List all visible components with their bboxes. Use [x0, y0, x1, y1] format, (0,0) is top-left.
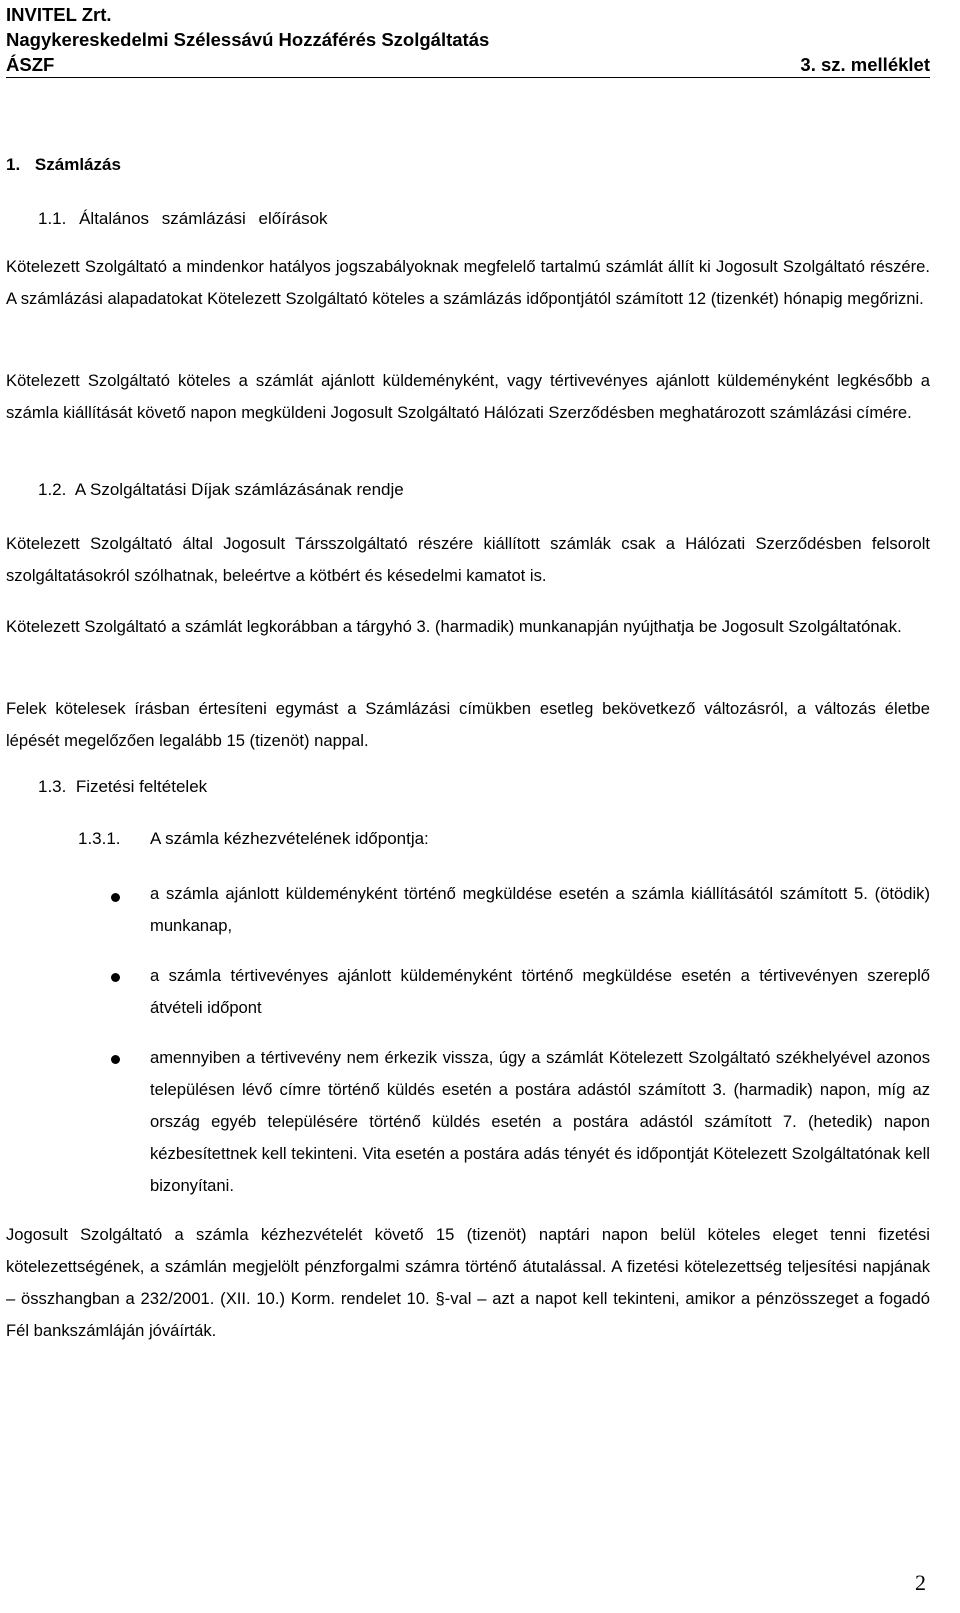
section-number: 1.3.1. — [78, 829, 121, 848]
bullet-icon — [111, 893, 120, 902]
paragraph-5: Felek kötelesek írásban értesíteni egymást a Számlázási címükben esetleg bekövetkező változásról, a változás életbe lépését megelőzően legalább 15 (tizenöt) nappal. — [6, 699, 930, 750]
paragraph-6: Jogosult Szolgáltató a számla kézhezvételét követő 15 (tizenöt) naptári napon belül köteles eleget tenni fizetési kötelezettségének, a számlán megjelölt pénzforgalmi számra történő átutalással. A fizetési kötelezettség teljesítési napjának – összhangban a 232/2001. (XII. 10.) Korm. rendelet 10. §-val – azt a napot kell tekinteni, amikor a pénzösszeget a fogadó Fél bankszámláján jóváírták. — [6, 1225, 930, 1340]
page-header — [6, 0, 930, 78]
section-title: A Szolgáltatási Díjak számlázásának rendje — [74, 480, 404, 499]
bullet-icon — [111, 973, 120, 982]
paragraph-1: Kötelezett Szolgáltató a mindenkor hatályos jogszabályoknak megfelelő tartalmú számlát állít ki Jogosult Szolgáltató részére. A számlázási alapadatokat Kötelezett Szolgáltató köteles a számlázás időpontjától számított 12 (tizenkét) hónapig megőrizni. — [6, 257, 930, 308]
list-item: a számla tértivevényes ajánlott küldeményként történő megküldése esetén a tértivevényen szereplő átvételi időpont — [150, 966, 930, 1017]
section-number: 1. — [6, 155, 21, 174]
list-item: amennyiben a tértivevény nem érkezik vissza, úgy a számlát Kötelezett Szolgáltató székhelyével azonos településen lévő címre történő küldés esetén a postára adástól számított 3. (harmadik) napon, míg az ország egyéb településére történő küldés esetén a postára adástól számított 7. (hetedik) napon kézbesítettnek kell tekinteni. Vita esetén a postára adás tényét és időpontját Kötelezett Szolgáltatónak kell bizonyítani. — [150, 1048, 930, 1195]
header-service: Nagykereskedelmi Szélessávú Hozzáférés Szolgáltatás — [6, 29, 490, 50]
paragraph-2: Kötelezett Szolgáltató köteles a számlát ajánlott küldeményként, vagy tértivevényes ajánlott küldeményként legkésőbb a számla kiállítását követő napon megküldeni Jogosult Szolgáltató Hálózati Szerződésben meghatározott számlázási címére. — [6, 371, 930, 422]
section-number: 1.2. — [38, 480, 67, 499]
section-1-3-1-heading — [78, 829, 429, 849]
section-number: 1.1. — [38, 209, 67, 228]
page-number: 2 — [915, 1570, 926, 1595]
section-1-heading — [6, 155, 121, 175]
section-1-1-heading — [38, 209, 328, 229]
section-title: Számlázás — [34, 155, 121, 174]
section-title: Általános számlázási előírások — [79, 209, 328, 228]
header-annex: 3. sz. melléklet — [800, 54, 930, 75]
section-number: 1.3. — [38, 777, 67, 796]
section-1-3-heading — [38, 777, 207, 797]
paragraph-3: Kötelezett Szolgáltató által Jogosult Társszolgáltató részére kiállított számlák csak a Hálózati Szerződésben felsorolt szolgáltatásokról szólhatnak, beleértve a kötbért és késedelmi kamatot is. — [6, 534, 930, 585]
header — [6, 0, 930, 78]
section-1-2-heading — [38, 480, 404, 500]
header-row — [6, 52, 930, 78]
section-title: Fizetési feltételek — [75, 777, 208, 796]
section-title: A számla kézhezvételének időpontja: — [150, 829, 429, 848]
list-item: a számla ajánlott küldeményként történő megküldése esetén a számla kiállításától számított 5. (ötödik) munkanap, — [150, 884, 930, 935]
header-company: INVITEL Zrt. — [6, 4, 112, 25]
header-doc: ÁSZF — [6, 54, 55, 75]
paragraph-4: Kötelezett Szolgáltató a számlát legkorábban a tárgyhó 3. (harmadik) munkanapján nyújthatja be Jogosult Szolgáltatónak. — [6, 617, 902, 636]
bullet-icon — [111, 1055, 120, 1064]
